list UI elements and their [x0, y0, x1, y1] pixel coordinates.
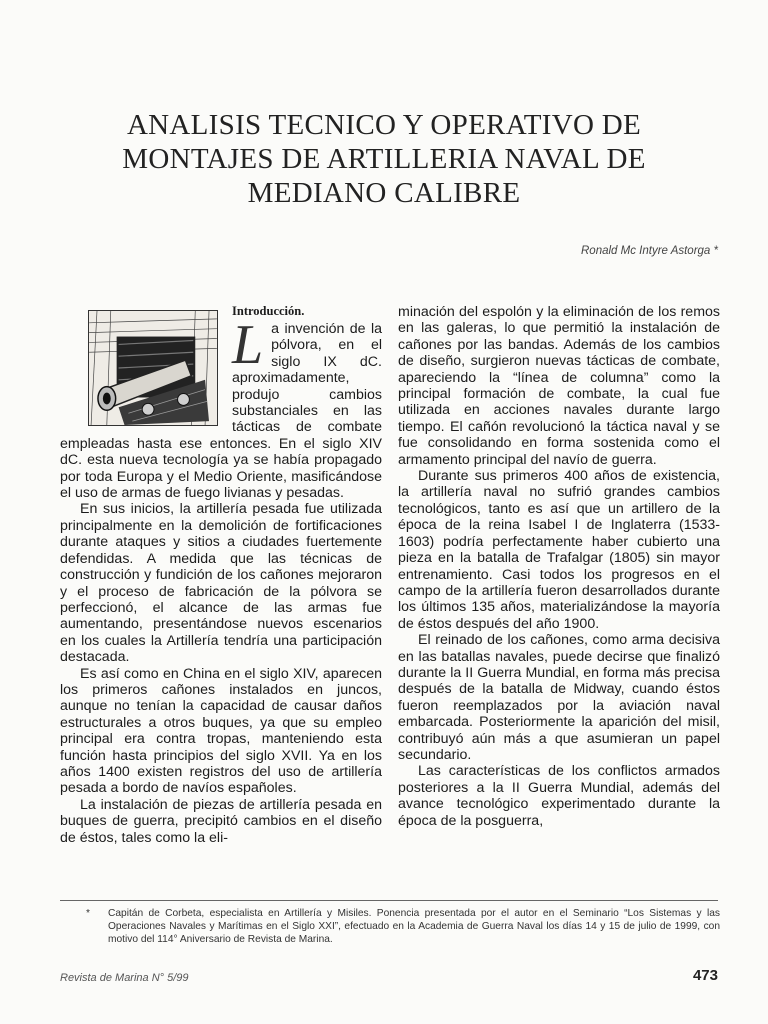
footnote-text: Capitán de Corbeta, especialista en Artillería y Misiles. Ponencia presentada por el autor en el Seminario “Los Sistemas y las Operaciones Navales y Marítimas en el Siglo XXI”, efectuado en la Academia de Guerra Naval los días 14 y 15 de julio de 1999, con motivo del 114° Aniversario de Revista de Marina. [108, 908, 720, 945]
left-column [60, 304, 382, 846]
title-line: ANALISIS TECNICO Y OPERATIVO DE [126, 109, 642, 141]
journal-footer: Revista de Marina N° 5/99 [60, 972, 189, 984]
title-line: MEDIANO CALIBRE [247, 177, 521, 209]
cannon-illustration [88, 310, 218, 426]
paragraph: En sus inicios, la artillería pesada fue utilizada principalmente en la demolición de fortificaciones durante ataques y sitios a ciudades fuertemente defendidas. A medida que las técnicas de construcción y fundición de los cañones mejoraron y el proceso de fabricación de la pólvora se perfeccionó, el alcance de las armas fue aumentando, presentándose nuevos escenarios en los cuales la Artillería tendría una participación destacada. [60, 501, 382, 666]
paragraph: Las características de los conflictos armados posteriores a la II Guerra Mundial, además del avance tecnológico experimentado durante la época de la posguerra, [398, 763, 720, 829]
page-number: 473 [692, 967, 718, 984]
section-heading-introduction: Introducción. [232, 304, 305, 318]
paragraph: Es así como en China en el siglo XIV, aparecen los primeros cañones instalados en juncos, aunque no tenían la capacidad de causar daños estructurales a otros buques, ya que su empleo principal era contra tropas, manteniendo esta función hasta principios del siglo XVII. Ya en los años 1400 existen registros del uso de artillería pesada a bordo de navíos españoles. [60, 665, 382, 797]
paragraph: La invención de la pólvora, en el siglo IX dC. aproximadamente, produjo cambios substanciales en las tácticas de combate empleadas hasta ese entonces. En el siglo XIV dC. esta nueva tecnología ya se había propagado por toda Europa y el Medio Oriente, masificándose el uso de armas de fuego livianas y pesadas. [60, 314, 382, 502]
paragraph: Durante sus primeros 400 años de existencia, la artillería naval no sufrió grandes cambios tecnológicos, tanto es así que un artillero de la época de la reina Isabel I de Inglaterra (1533-1603) podría perfectamente haber cubierto una pieza en la batalla de Trafalgar (1805) sin mayor entrenamiento. Casi todos los progresos en el campo de la artillería fueron desarrollados durante los últimos 135 años, materializándose la mayoría de éstos después del año 1900. [398, 468, 720, 632]
footnote-marker: * [86, 908, 90, 919]
paragraph: El reinado de los cañones, como arma decisiva en las batallas navales, puede decirse que finalizó durante la II Guerra Mundial, en forma más precisa después de la batalla de Midway, cuando éstos fueron reemplazados por la aviación naval embarcada. Posteriormente la aparición del misil, contribuyó aún más a que asumieran un papel secundario. [398, 632, 720, 763]
footnote-divider [60, 900, 718, 901]
footnote [60, 907, 720, 946]
paragraph: La instalación de piezas de artillería pesada en buques de guerra, precipitó cambios en el diseño de éstos, tales como la eli- [60, 796, 382, 846]
title-line: MONTAJES DE ARTILLERIA NAVAL DE [122, 143, 646, 175]
paragraph: minación del espolón y la eliminación de los remos en las galeras, lo que permitió la instalación de cañones por las bandas. Además de los cambios de diseño, surgieron nuevas tácticas de combate, apareciendo la “línea de columna” como la principal formación de combate, la cual fue utilizada en acciones navales durante largo tiempo. El cañón revolucionó la táctica naval y se fue consolidando en forma sostenida como el armamento principal del navío de guerra. [398, 304, 720, 468]
author-byline: Ronald Mc Intyre Astorga * [581, 245, 718, 257]
cannon-drawing [89, 311, 217, 425]
drop-cap: L [232, 314, 264, 376]
article-title [100, 108, 668, 210]
right-column [398, 304, 720, 829]
